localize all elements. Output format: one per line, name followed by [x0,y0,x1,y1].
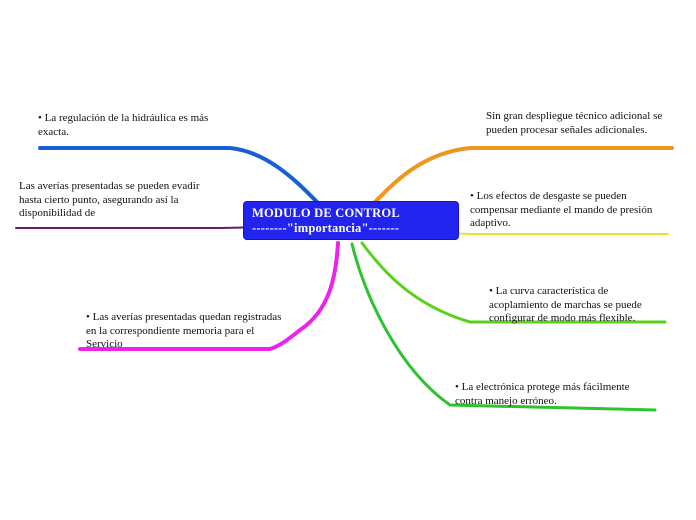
branch-label-r3[interactable]: • La curva característica de acoplamiento de marchas se puede configurar de modo más flexible. [489,285,642,324]
center-node-subtitle: --------"importancia"------- [252,221,400,235]
branch-label-r2[interactable]: • Los efectos de desgaste se pueden compensar mediante el mando de presión adaptivo. [470,190,653,229]
branch-label-tl[interactable]: • La regulación de la hidráulica es más exacta. [38,112,209,138]
branch-label-r1[interactable]: Sin gran despliegue técnico adicional se pueden procesar señales adicionales. [486,110,663,136]
center-node-title: MODULO DE CONTROL [252,206,400,220]
branch-label-l2[interactable]: Las averías presentadas se pueden evadir hasta cierto punto, asegurando así la disponibilidad de [19,180,200,219]
branch-label-l3[interactable]: • Las averías presentadas quedan registradas en la correspondiente memoria para el Servicio [86,311,282,350]
center-node[interactable] [243,201,459,240]
branch-label-r4[interactable]: • La electrónica protege más fácilmente contra manejo erróneo. [455,381,630,407]
